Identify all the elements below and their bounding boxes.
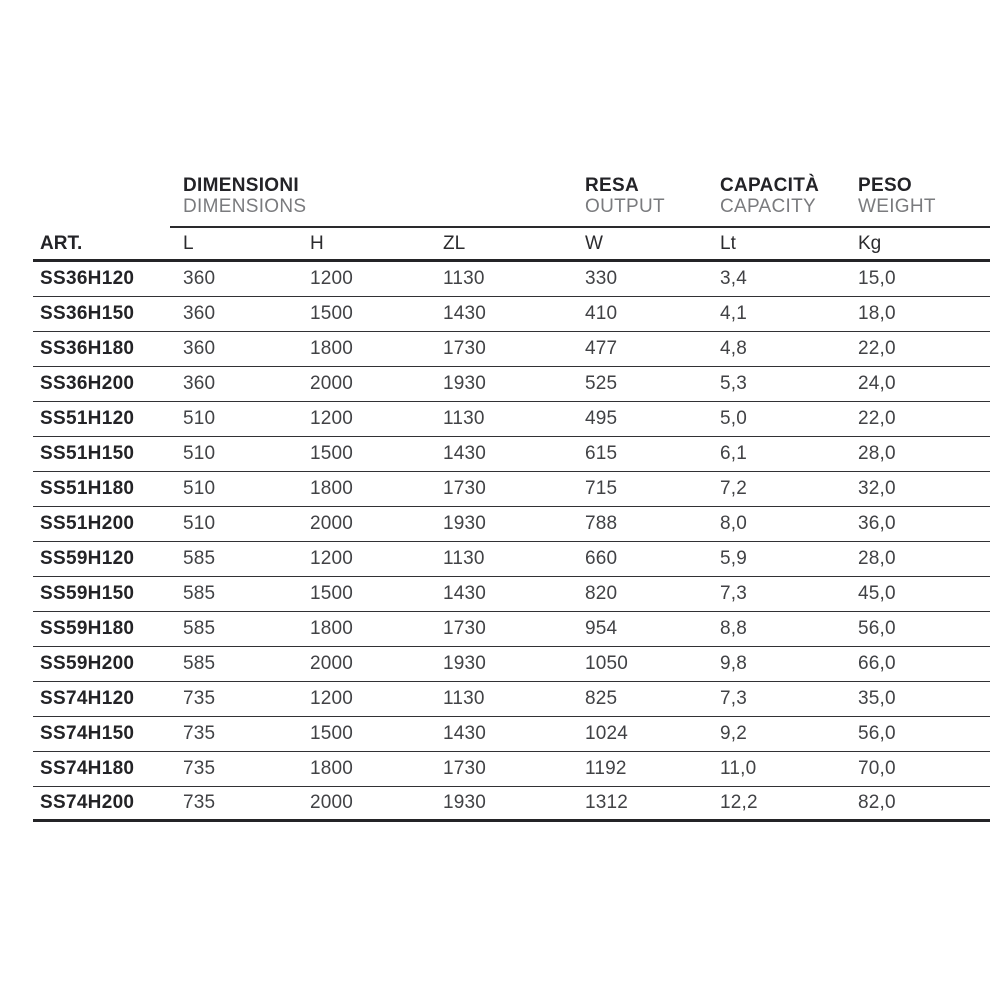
group-header-output	[585, 175, 720, 218]
column-header-lt: Lt	[720, 232, 736, 254]
w-value: 495	[585, 408, 618, 429]
l-value: 735	[183, 792, 216, 813]
column-header-l: L	[183, 232, 194, 254]
table-row	[33, 332, 990, 367]
w-value: 525	[585, 373, 618, 394]
zl-value: 1730	[443, 338, 487, 359]
l-value: 735	[183, 758, 216, 779]
table-row	[33, 717, 990, 752]
l-value: 735	[183, 688, 216, 709]
zl-value: 1430	[443, 723, 487, 744]
kg-value: 36,0	[858, 513, 896, 534]
h-value: 1800	[310, 618, 354, 639]
w-value: 788	[585, 513, 618, 534]
table-row	[33, 262, 990, 297]
kg-value: 82,0	[858, 792, 896, 813]
kg-value: 56,0	[858, 618, 896, 639]
article-code: SS36H200	[40, 373, 135, 394]
lt-value: 8,0	[720, 513, 748, 534]
zl-value: 1430	[443, 583, 487, 604]
table-row	[33, 612, 990, 647]
article-code: SS36H180	[40, 338, 135, 359]
w-value: 477	[585, 338, 618, 359]
w-value: 825	[585, 688, 618, 709]
kg-value: 70,0	[858, 758, 896, 779]
l-value: 735	[183, 723, 216, 744]
zl-value: 1730	[443, 618, 487, 639]
column-header-w: W	[585, 232, 603, 254]
table-row	[33, 402, 990, 437]
kg-value: 15,0	[858, 268, 896, 289]
zl-value: 1930	[443, 653, 487, 674]
lt-value: 3,4	[720, 268, 748, 289]
h-value: 2000	[310, 373, 354, 394]
h-value: 1800	[310, 758, 354, 779]
w-value: 1312	[585, 792, 629, 813]
column-header-kg: Kg	[858, 232, 882, 254]
group-label-dimensions: DIMENSIONS	[183, 195, 307, 217]
column-header-h: H	[310, 232, 324, 254]
group-header-dimensions	[183, 175, 585, 218]
w-value: 330	[585, 268, 618, 289]
article-code: SS74H120	[40, 688, 135, 709]
group-label-capacity: CAPACITY	[720, 195, 817, 217]
lt-value: 11,0	[720, 758, 757, 779]
group-label-dimensioni: DIMENSIONI	[183, 175, 299, 196]
w-value: 615	[585, 443, 618, 464]
h-value: 2000	[310, 792, 354, 813]
zl-value: 1930	[443, 513, 487, 534]
lt-value: 9,2	[720, 723, 748, 744]
lt-value: 8,8	[720, 618, 748, 639]
zl-value: 1130	[443, 408, 485, 429]
h-value: 1500	[310, 303, 354, 324]
zl-value: 1130	[443, 548, 485, 569]
group-header-spacer	[33, 175, 183, 176]
kg-value: 28,0	[858, 548, 896, 569]
zl-value: 1730	[443, 758, 487, 779]
kg-value: 32,0	[858, 478, 896, 499]
group-label-resa: RESA	[585, 175, 639, 196]
lt-value: 4,8	[720, 338, 748, 359]
kg-value: 22,0	[858, 338, 896, 359]
table-row	[33, 472, 990, 507]
zl-value: 1930	[443, 792, 487, 813]
l-value: 510	[183, 478, 216, 499]
lt-value: 5,3	[720, 373, 748, 394]
table-row	[33, 682, 990, 717]
l-value: 585	[183, 618, 216, 639]
lt-value: 9,8	[720, 653, 748, 674]
kg-value: 28,0	[858, 443, 896, 464]
l-value: 585	[183, 583, 216, 604]
article-code: SS51H150	[40, 443, 135, 464]
l-value: 585	[183, 548, 216, 569]
h-value: 1500	[310, 443, 354, 464]
lt-value: 12,2	[720, 792, 758, 813]
article-code: SS59H200	[40, 653, 135, 674]
kg-value: 66,0	[858, 653, 896, 674]
table-row	[33, 297, 990, 332]
table-row	[33, 577, 990, 612]
kg-value: 56,0	[858, 723, 896, 744]
lt-value: 7,3	[720, 688, 748, 709]
article-code: SS59H150	[40, 583, 135, 604]
table-row	[33, 787, 990, 822]
article-code: SS51H120	[40, 408, 135, 429]
kg-value: 22,0	[858, 408, 896, 429]
w-value: 820	[585, 583, 618, 604]
h-value: 1800	[310, 478, 354, 499]
h-value: 1200	[310, 268, 354, 289]
h-value: 1500	[310, 723, 354, 744]
zl-value: 1730	[443, 478, 487, 499]
zl-value: 1430	[443, 443, 487, 464]
group-header-capacity	[720, 175, 858, 218]
l-value: 360	[183, 338, 216, 359]
table-row	[33, 752, 990, 787]
group-label-weight: WEIGHT	[858, 195, 936, 217]
article-code: SS59H120	[40, 548, 135, 569]
group-header-weight	[858, 175, 990, 218]
article-code: SS51H200	[40, 513, 135, 534]
w-value: 410	[585, 303, 618, 324]
lt-value: 5,0	[720, 408, 748, 429]
h-value: 1500	[310, 583, 354, 604]
w-value: 954	[585, 618, 618, 639]
article-code: SS74H200	[40, 792, 135, 813]
zl-value: 1130	[443, 268, 485, 289]
article-code: SS59H180	[40, 618, 135, 639]
h-value: 1200	[310, 408, 354, 429]
h-value: 2000	[310, 653, 354, 674]
table-body	[33, 262, 990, 822]
h-value: 1200	[310, 548, 354, 569]
group-label-peso: PESO	[858, 175, 912, 196]
lt-value: 7,3	[720, 583, 748, 604]
lt-value: 7,2	[720, 478, 748, 499]
product-spec-table	[33, 175, 990, 822]
kg-value: 45,0	[858, 583, 896, 604]
article-code: SS74H150	[40, 723, 135, 744]
l-value: 360	[183, 303, 216, 324]
kg-value: 24,0	[858, 373, 896, 394]
w-value: 660	[585, 548, 618, 569]
table-row	[33, 437, 990, 472]
zl-value: 1430	[443, 303, 487, 324]
l-value: 585	[183, 653, 216, 674]
w-value: 715	[585, 478, 618, 499]
l-value: 510	[183, 513, 216, 534]
article-code: SS36H150	[40, 303, 135, 324]
kg-value: 18,0	[858, 303, 896, 324]
h-value: 2000	[310, 513, 354, 534]
lt-value: 5,9	[720, 548, 748, 569]
article-code: SS74H180	[40, 758, 135, 779]
lt-value: 6,1	[720, 443, 748, 464]
l-value: 360	[183, 373, 216, 394]
w-value: 1024	[585, 723, 629, 744]
w-value: 1050	[585, 653, 629, 674]
h-value: 1200	[310, 688, 354, 709]
zl-value: 1130	[443, 688, 485, 709]
table-row	[33, 647, 990, 682]
article-code: SS36H120	[40, 268, 135, 289]
column-header-row	[33, 228, 990, 262]
group-header-row	[33, 175, 990, 226]
article-code: SS51H180	[40, 478, 135, 499]
zl-value: 1930	[443, 373, 487, 394]
group-label-output: OUTPUT	[585, 195, 665, 217]
l-value: 510	[183, 408, 216, 429]
w-value: 1192	[585, 758, 627, 779]
lt-value: 4,1	[720, 303, 748, 324]
l-value: 510	[183, 443, 216, 464]
group-label-capacita: CAPACITÀ	[720, 175, 820, 196]
kg-value: 35,0	[858, 688, 896, 709]
table-row	[33, 507, 990, 542]
h-value: 1800	[310, 338, 354, 359]
table-row	[33, 542, 990, 577]
l-value: 360	[183, 268, 216, 289]
column-header-zl: ZL	[443, 232, 466, 254]
column-header-art: ART.	[40, 232, 83, 254]
table-row	[33, 367, 990, 402]
